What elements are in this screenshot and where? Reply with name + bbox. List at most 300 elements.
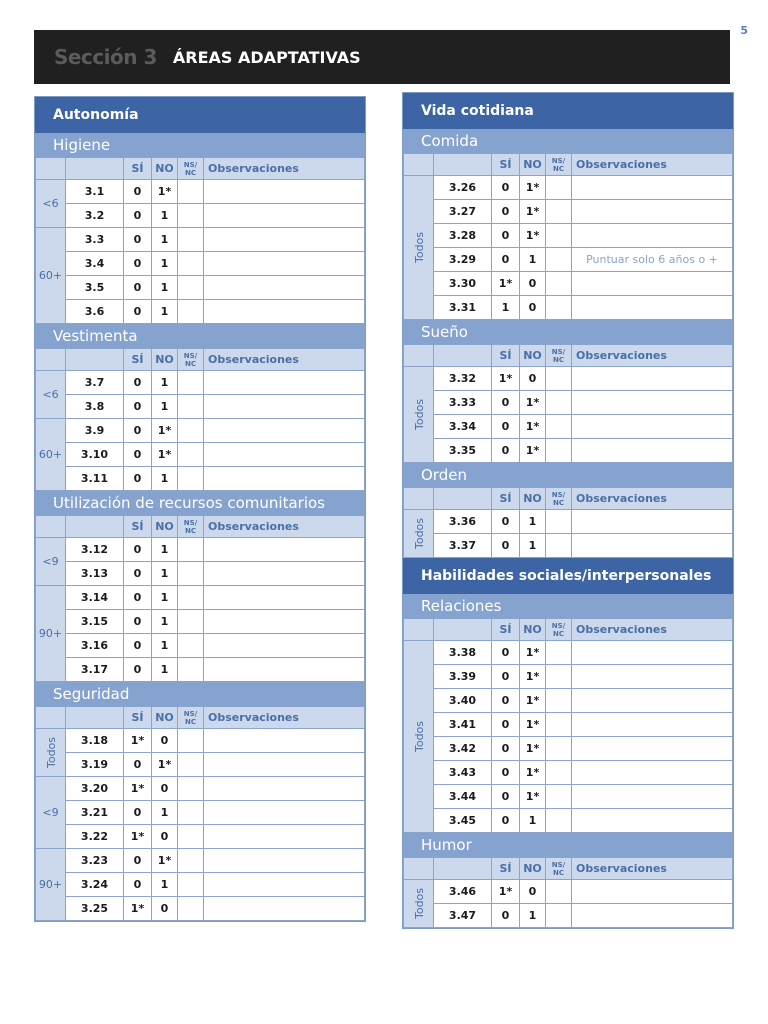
ns-nc-cell[interactable] bbox=[546, 439, 572, 463]
no-score[interactable]: 0 bbox=[520, 272, 546, 296]
age-group-text: Todos bbox=[413, 398, 427, 431]
header-blank bbox=[434, 345, 492, 367]
item-row bbox=[404, 880, 733, 904]
no-score[interactable]: 1 bbox=[152, 801, 178, 825]
si-score[interactable]: 0 bbox=[492, 510, 520, 534]
si-score[interactable]: 0 bbox=[492, 534, 520, 558]
item-number: 3.17 bbox=[66, 658, 124, 682]
si-score[interactable]: 0 bbox=[124, 873, 152, 897]
section-title: ÁREAS ADAPTATIVAS bbox=[172, 47, 361, 67]
age-group-label bbox=[36, 586, 66, 682]
ns-nc-cell[interactable] bbox=[178, 371, 204, 395]
no-score[interactable]: 0 bbox=[152, 897, 178, 921]
no-score[interactable]: 1* bbox=[520, 689, 546, 713]
observaciones-cell[interactable] bbox=[572, 904, 733, 928]
score-table bbox=[403, 857, 733, 928]
item-row bbox=[404, 272, 733, 296]
si-score[interactable]: 0 bbox=[492, 809, 520, 833]
ns-nc-cell[interactable] bbox=[546, 367, 572, 391]
observaciones-cell[interactable] bbox=[572, 689, 733, 713]
no-score[interactable]: 0 bbox=[152, 825, 178, 849]
si-score[interactable]: 0 bbox=[124, 610, 152, 634]
ns-nc-cell[interactable] bbox=[546, 200, 572, 224]
item-number: 3.34 bbox=[434, 415, 492, 439]
no-score[interactable]: 1* bbox=[520, 713, 546, 737]
observaciones-cell[interactable] bbox=[204, 228, 365, 252]
item-row bbox=[36, 300, 365, 324]
si-score[interactable]: 0 bbox=[492, 176, 520, 200]
header-observaciones: Observaciones bbox=[572, 619, 733, 641]
item-number: 3.11 bbox=[66, 467, 124, 491]
ns-nc-cell[interactable] bbox=[178, 801, 204, 825]
ns-nc-cell[interactable] bbox=[546, 713, 572, 737]
age-group-label bbox=[36, 419, 66, 491]
no-score[interactable]: 1* bbox=[152, 419, 178, 443]
observaciones-cell[interactable] bbox=[572, 391, 733, 415]
observaciones-cell[interactable] bbox=[572, 176, 733, 200]
header-no: NO bbox=[152, 349, 178, 371]
si-score[interactable]: 0 bbox=[124, 538, 152, 562]
item-row bbox=[36, 228, 365, 252]
ns-nc-cell[interactable] bbox=[178, 443, 204, 467]
observaciones-cell[interactable] bbox=[204, 467, 365, 491]
observaciones-cell[interactable] bbox=[204, 729, 365, 753]
ns-nc-cell[interactable] bbox=[546, 296, 572, 320]
item-number: 3.41 bbox=[434, 713, 492, 737]
item-row bbox=[36, 873, 365, 897]
observaciones-cell[interactable] bbox=[572, 809, 733, 833]
no-score[interactable]: 1 bbox=[520, 904, 546, 928]
ns-nc-cell[interactable] bbox=[546, 761, 572, 785]
subsection-title: Comida bbox=[403, 129, 733, 153]
no-score[interactable]: 1* bbox=[520, 641, 546, 665]
header-no: NO bbox=[152, 158, 178, 180]
no-score[interactable]: 1 bbox=[152, 300, 178, 324]
item-number: 3.19 bbox=[66, 753, 124, 777]
ns-nc-cell[interactable] bbox=[178, 753, 204, 777]
si-score[interactable]: 0 bbox=[124, 204, 152, 228]
observaciones-cell[interactable] bbox=[204, 276, 365, 300]
no-score[interactable]: 1 bbox=[152, 634, 178, 658]
ns-nc-cell[interactable] bbox=[178, 897, 204, 921]
si-score[interactable]: 0 bbox=[124, 562, 152, 586]
item-row bbox=[36, 753, 365, 777]
no-score[interactable]: 1 bbox=[152, 873, 178, 897]
si-score[interactable]: 0 bbox=[124, 276, 152, 300]
observaciones-cell[interactable] bbox=[204, 634, 365, 658]
si-score[interactable]: 0 bbox=[124, 228, 152, 252]
no-score[interactable]: 1* bbox=[152, 849, 178, 873]
header-observaciones: Observaciones bbox=[204, 158, 365, 180]
observaciones-cell[interactable] bbox=[572, 367, 733, 391]
observaciones-cell[interactable] bbox=[572, 534, 733, 558]
ns-nc-cell[interactable] bbox=[178, 777, 204, 801]
table-header-row bbox=[36, 516, 365, 538]
no-score[interactable]: 1 bbox=[152, 252, 178, 276]
si-score[interactable]: 0 bbox=[492, 737, 520, 761]
si-score[interactable]: 0 bbox=[492, 904, 520, 928]
item-row bbox=[36, 371, 365, 395]
ns-nc-cell[interactable] bbox=[178, 849, 204, 873]
item-row bbox=[36, 180, 365, 204]
observaciones-cell[interactable] bbox=[204, 897, 365, 921]
item-row bbox=[404, 785, 733, 809]
ns-nc-cell[interactable] bbox=[178, 395, 204, 419]
item-number: 3.40 bbox=[434, 689, 492, 713]
si-score[interactable]: 1* bbox=[492, 880, 520, 904]
item-row bbox=[36, 634, 365, 658]
item-row bbox=[404, 689, 733, 713]
ns-nc-cell[interactable] bbox=[178, 276, 204, 300]
no-score[interactable]: 0 bbox=[152, 777, 178, 801]
item-row bbox=[404, 367, 733, 391]
age-group-label bbox=[36, 849, 66, 921]
observaciones-cell[interactable] bbox=[204, 801, 365, 825]
item-number: 3.27 bbox=[434, 200, 492, 224]
observaciones-cell[interactable] bbox=[204, 777, 365, 801]
observaciones-cell[interactable] bbox=[204, 538, 365, 562]
ns-nc-cell[interactable] bbox=[178, 228, 204, 252]
observaciones-cell[interactable] bbox=[572, 510, 733, 534]
si-score[interactable]: 0 bbox=[492, 665, 520, 689]
observaciones-cell[interactable] bbox=[204, 873, 365, 897]
ns-nc-cell[interactable] bbox=[546, 224, 572, 248]
item-row bbox=[36, 538, 365, 562]
no-score[interactable]: 0 bbox=[520, 296, 546, 320]
item-row bbox=[36, 467, 365, 491]
observaciones-cell[interactable] bbox=[204, 562, 365, 586]
subsection-title: Orden bbox=[403, 463, 733, 487]
ns-nc-cell[interactable] bbox=[178, 586, 204, 610]
item-number: 3.45 bbox=[434, 809, 492, 833]
si-score[interactable]: 0 bbox=[492, 785, 520, 809]
item-row bbox=[36, 395, 365, 419]
item-number: 3.7 bbox=[66, 371, 124, 395]
no-score[interactable]: 1* bbox=[520, 415, 546, 439]
item-number: 3.33 bbox=[434, 391, 492, 415]
observaciones-cell[interactable] bbox=[204, 658, 365, 682]
si-score[interactable]: 0 bbox=[124, 300, 152, 324]
si-score[interactable]: 0 bbox=[492, 391, 520, 415]
ns-nc-cell[interactable] bbox=[546, 904, 572, 928]
no-score[interactable]: 1 bbox=[520, 510, 546, 534]
observaciones-cell[interactable] bbox=[204, 419, 365, 443]
item-number: 3.13 bbox=[66, 562, 124, 586]
si-score[interactable]: 0 bbox=[492, 641, 520, 665]
ns-nc-cell[interactable] bbox=[546, 415, 572, 439]
ns-nc-cell[interactable] bbox=[178, 562, 204, 586]
observaciones-cell[interactable] bbox=[572, 272, 733, 296]
item-row bbox=[404, 809, 733, 833]
age-group-text: Todos bbox=[45, 736, 59, 769]
ns-nc-cell[interactable] bbox=[178, 467, 204, 491]
si-score[interactable]: 0 bbox=[492, 689, 520, 713]
si-score[interactable]: 0 bbox=[124, 252, 152, 276]
ns-nc-cell[interactable] bbox=[546, 737, 572, 761]
section-label: Sección 3 bbox=[54, 45, 157, 69]
item-row bbox=[404, 224, 733, 248]
header-ns-nc: NS/ NC bbox=[178, 516, 204, 538]
si-score[interactable]: 0 bbox=[492, 713, 520, 737]
item-number: 3.24 bbox=[66, 873, 124, 897]
observaciones-cell[interactable] bbox=[204, 300, 365, 324]
area-title: Habilidades sociales/interpersonales bbox=[403, 558, 733, 594]
si-score[interactable]: 1* bbox=[124, 777, 152, 801]
item-row bbox=[36, 610, 365, 634]
no-score[interactable]: 1 bbox=[152, 538, 178, 562]
si-score[interactable]: 0 bbox=[124, 180, 152, 204]
si-score[interactable]: 0 bbox=[492, 761, 520, 785]
si-score[interactable]: 0 bbox=[124, 467, 152, 491]
si-score[interactable]: 0 bbox=[124, 634, 152, 658]
item-row bbox=[36, 586, 365, 610]
age-group-text: <6 bbox=[42, 388, 59, 401]
observaciones-cell[interactable] bbox=[204, 395, 365, 419]
ns-nc-cell[interactable] bbox=[546, 391, 572, 415]
item-row bbox=[36, 801, 365, 825]
ns-nc-cell[interactable] bbox=[546, 665, 572, 689]
observaciones-cell[interactable] bbox=[572, 641, 733, 665]
observaciones-cell[interactable] bbox=[572, 224, 733, 248]
no-score[interactable]: 1 bbox=[520, 534, 546, 558]
no-score[interactable]: 1* bbox=[520, 224, 546, 248]
observaciones-cell[interactable] bbox=[572, 785, 733, 809]
item-row bbox=[404, 415, 733, 439]
item-number: 3.22 bbox=[66, 825, 124, 849]
no-score[interactable]: 1 bbox=[152, 395, 178, 419]
item-number: 3.29 bbox=[434, 248, 492, 272]
age-group-text: Todos bbox=[413, 231, 427, 264]
header-si: SÍ bbox=[492, 488, 520, 510]
header-observaciones: Observaciones bbox=[204, 707, 365, 729]
observaciones-cell[interactable] bbox=[204, 610, 365, 634]
header-blank bbox=[404, 619, 434, 641]
item-row bbox=[404, 391, 733, 415]
subsection-title: Sueño bbox=[403, 320, 733, 344]
header-si: SÍ bbox=[492, 619, 520, 641]
ns-nc-cell[interactable] bbox=[178, 419, 204, 443]
no-score[interactable]: 0 bbox=[152, 729, 178, 753]
ns-nc-cell[interactable] bbox=[178, 825, 204, 849]
subsection-title: Higiene bbox=[35, 133, 365, 157]
observaciones-cell[interactable] bbox=[572, 296, 733, 320]
ns-nc-cell[interactable] bbox=[178, 610, 204, 634]
si-score[interactable]: 0 bbox=[124, 443, 152, 467]
no-score[interactable]: 1 bbox=[152, 658, 178, 682]
ns-nc-cell[interactable] bbox=[546, 809, 572, 833]
si-score[interactable]: 1* bbox=[124, 825, 152, 849]
observaciones-cell[interactable] bbox=[204, 252, 365, 276]
ns-nc-cell[interactable] bbox=[546, 785, 572, 809]
item-number: 3.38 bbox=[434, 641, 492, 665]
score-table bbox=[403, 153, 733, 320]
header-observaciones: Observaciones bbox=[572, 154, 733, 176]
header-ns-nc: NS/ NC bbox=[546, 619, 572, 641]
observaciones-cell[interactable] bbox=[204, 825, 365, 849]
ns-nc-cell[interactable] bbox=[178, 252, 204, 276]
ns-nc-cell[interactable] bbox=[546, 689, 572, 713]
ns-nc-cell[interactable] bbox=[178, 873, 204, 897]
no-score[interactable]: 0 bbox=[520, 367, 546, 391]
header-blank bbox=[434, 619, 492, 641]
observaciones-cell[interactable] bbox=[572, 200, 733, 224]
item-number: 3.15 bbox=[66, 610, 124, 634]
ns-nc-cell[interactable] bbox=[178, 204, 204, 228]
si-score[interactable]: 0 bbox=[124, 753, 152, 777]
score-table bbox=[403, 344, 733, 463]
item-number: 3.14 bbox=[66, 586, 124, 610]
item-number: 3.9 bbox=[66, 419, 124, 443]
observaciones-cell[interactable] bbox=[572, 737, 733, 761]
no-score[interactable]: 1* bbox=[152, 180, 178, 204]
age-group-label bbox=[36, 777, 66, 849]
ns-nc-cell[interactable] bbox=[546, 510, 572, 534]
header-ns-nc: NS/ NC bbox=[178, 158, 204, 180]
header-ns-nc: NS/ NC bbox=[546, 154, 572, 176]
item-row bbox=[36, 658, 365, 682]
observaciones-cell[interactable] bbox=[572, 713, 733, 737]
table-header-row bbox=[36, 349, 365, 371]
no-score[interactable]: 1 bbox=[152, 610, 178, 634]
no-score[interactable]: 1* bbox=[520, 785, 546, 809]
si-score[interactable]: 0 bbox=[124, 658, 152, 682]
item-number: 3.46 bbox=[434, 880, 492, 904]
no-score[interactable]: 1 bbox=[152, 562, 178, 586]
ns-nc-cell[interactable] bbox=[178, 658, 204, 682]
header-observaciones: Observaciones bbox=[572, 488, 733, 510]
observaciones-cell[interactable] bbox=[572, 761, 733, 785]
no-score[interactable]: 1* bbox=[520, 391, 546, 415]
no-score[interactable]: 1* bbox=[520, 761, 546, 785]
section-header bbox=[34, 30, 730, 84]
si-score[interactable]: 0 bbox=[492, 415, 520, 439]
no-score[interactable]: 1 bbox=[152, 586, 178, 610]
header-blank bbox=[404, 488, 434, 510]
page-number: 5 bbox=[740, 24, 748, 37]
item-number: 3.4 bbox=[66, 252, 124, 276]
ns-nc-cell[interactable] bbox=[546, 534, 572, 558]
item-row bbox=[36, 276, 365, 300]
no-score[interactable]: 1* bbox=[152, 753, 178, 777]
observaciones-cell[interactable] bbox=[572, 415, 733, 439]
score-table bbox=[403, 487, 733, 558]
si-score[interactable]: 1* bbox=[124, 897, 152, 921]
observaciones-cell[interactable] bbox=[204, 180, 365, 204]
observaciones-cell[interactable] bbox=[572, 665, 733, 689]
item-row bbox=[404, 296, 733, 320]
si-score[interactable]: 0 bbox=[124, 371, 152, 395]
no-score[interactable]: 0 bbox=[520, 880, 546, 904]
header-blank bbox=[66, 349, 124, 371]
item-row bbox=[404, 904, 733, 928]
observaciones-cell[interactable] bbox=[204, 443, 365, 467]
age-group-text: Todos bbox=[413, 720, 427, 753]
si-score[interactable]: 0 bbox=[492, 248, 520, 272]
si-score[interactable]: 0 bbox=[124, 586, 152, 610]
no-score[interactable]: 1* bbox=[520, 665, 546, 689]
age-group-label bbox=[36, 371, 66, 419]
item-number: 3.20 bbox=[66, 777, 124, 801]
ns-nc-cell[interactable] bbox=[546, 272, 572, 296]
no-score[interactable]: 1 bbox=[152, 371, 178, 395]
observaciones-cell[interactable] bbox=[204, 586, 365, 610]
si-score[interactable]: 1* bbox=[492, 367, 520, 391]
item-row bbox=[404, 248, 733, 272]
header-si: SÍ bbox=[492, 154, 520, 176]
age-group-label bbox=[36, 228, 66, 324]
no-score[interactable]: 1 bbox=[152, 276, 178, 300]
observaciones-cell[interactable] bbox=[572, 439, 733, 463]
table-header-row bbox=[404, 154, 733, 176]
no-score[interactable]: 1 bbox=[520, 248, 546, 272]
ns-nc-cell[interactable] bbox=[546, 880, 572, 904]
age-group-text: 90+ bbox=[38, 627, 63, 640]
observaciones-cell[interactable] bbox=[204, 371, 365, 395]
si-score[interactable]: 0 bbox=[124, 801, 152, 825]
item-number: 3.31 bbox=[434, 296, 492, 320]
si-score[interactable]: 0 bbox=[124, 849, 152, 873]
si-score[interactable]: 0 bbox=[124, 395, 152, 419]
observaciones-cell[interactable]: Puntuar solo 6 años o + bbox=[572, 248, 733, 272]
observaciones-cell[interactable] bbox=[204, 204, 365, 228]
item-number: 3.21 bbox=[66, 801, 124, 825]
si-score[interactable]: 0 bbox=[492, 200, 520, 224]
item-number: 3.8 bbox=[66, 395, 124, 419]
no-score[interactable]: 1* bbox=[520, 439, 546, 463]
item-number: 3.26 bbox=[434, 176, 492, 200]
table-header-row bbox=[404, 488, 733, 510]
no-score[interactable]: 1 bbox=[520, 809, 546, 833]
no-score[interactable]: 1 bbox=[152, 467, 178, 491]
header-observaciones: Observaciones bbox=[204, 516, 365, 538]
header-ns-nc: NS/ NC bbox=[178, 349, 204, 371]
si-score[interactable]: 0 bbox=[124, 419, 152, 443]
ns-nc-cell[interactable] bbox=[178, 538, 204, 562]
ns-nc-cell[interactable] bbox=[178, 180, 204, 204]
no-score[interactable]: 1* bbox=[520, 176, 546, 200]
no-score[interactable]: 1 bbox=[152, 204, 178, 228]
si-score[interactable]: 1* bbox=[124, 729, 152, 753]
header-blank bbox=[36, 349, 66, 371]
observaciones-cell[interactable] bbox=[204, 849, 365, 873]
ns-nc-cell[interactable] bbox=[546, 176, 572, 200]
item-number: 3.10 bbox=[66, 443, 124, 467]
si-score[interactable]: 1* bbox=[492, 272, 520, 296]
age-group-text: 60+ bbox=[38, 269, 63, 282]
header-blank bbox=[66, 707, 124, 729]
ns-nc-cell[interactable] bbox=[178, 634, 204, 658]
ns-nc-cell[interactable] bbox=[546, 248, 572, 272]
ns-nc-cell[interactable] bbox=[178, 300, 204, 324]
header-no: NO bbox=[520, 154, 546, 176]
no-score[interactable]: 1* bbox=[520, 200, 546, 224]
age-group-label bbox=[404, 880, 434, 928]
item-number: 3.25 bbox=[66, 897, 124, 921]
no-score[interactable]: 1* bbox=[152, 443, 178, 467]
header-no: NO bbox=[152, 516, 178, 538]
observaciones-cell[interactable] bbox=[572, 880, 733, 904]
table-header-row bbox=[36, 707, 365, 729]
si-score[interactable]: 0 bbox=[492, 224, 520, 248]
observaciones-cell[interactable] bbox=[204, 753, 365, 777]
no-score[interactable]: 1* bbox=[520, 737, 546, 761]
header-ns-nc: NS/ NC bbox=[546, 345, 572, 367]
ns-nc-cell[interactable] bbox=[546, 641, 572, 665]
no-score[interactable]: 1 bbox=[152, 228, 178, 252]
si-score[interactable]: 0 bbox=[492, 439, 520, 463]
ns-nc-cell[interactable] bbox=[178, 729, 204, 753]
si-score[interactable]: 1 bbox=[492, 296, 520, 320]
